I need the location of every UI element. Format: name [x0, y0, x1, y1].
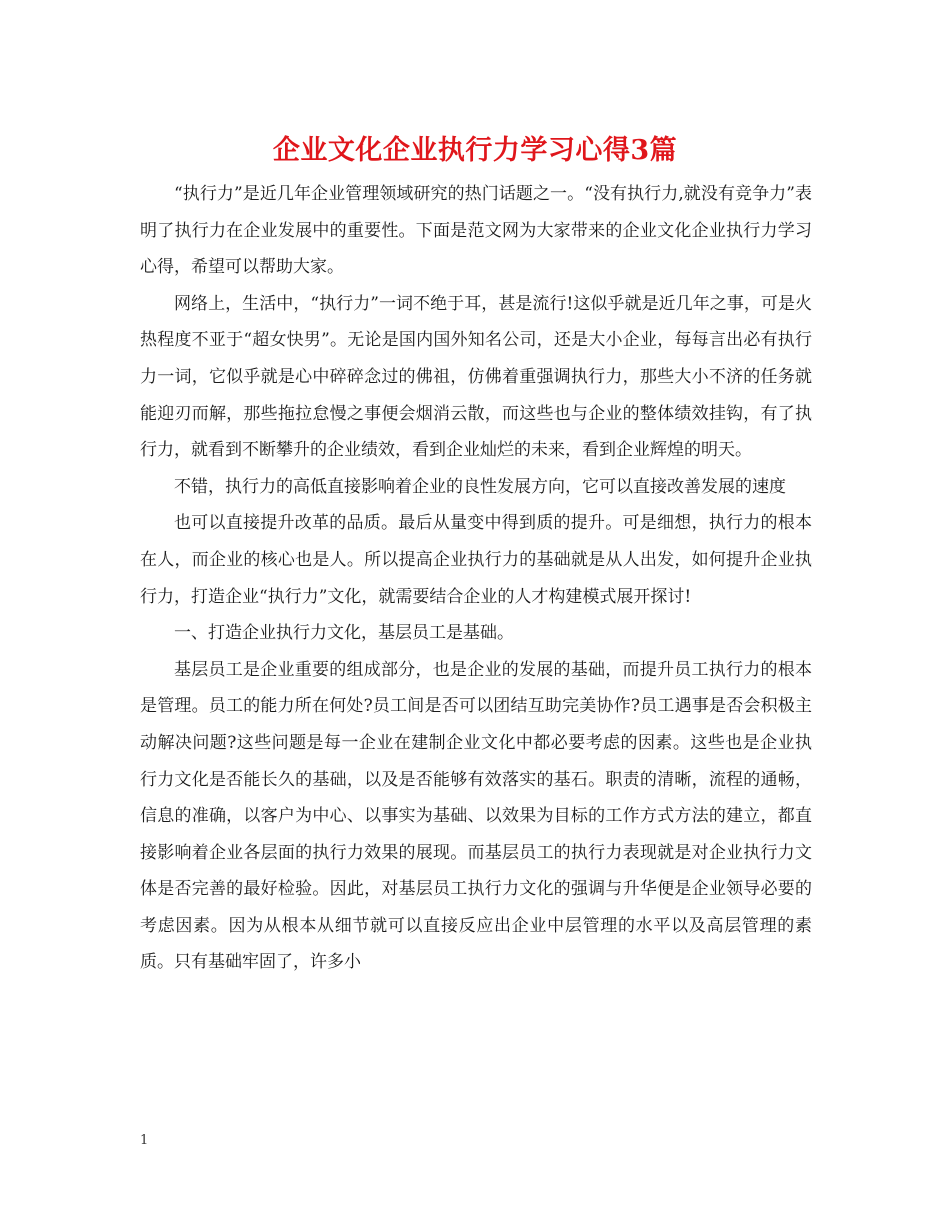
paragraph-6: 基层员工是企业重要的组成部分，也是企业的发展的基础，而提升员工执行力的根本是管理。员工的能力所在何处?员工间是否可以团结互助完美协作?员工遇事是否会积极主动解决问题?这些问题是每一企业在建制企业文化中都必要考虑的因素。这些也是企业执行力文化是否能长久的基础，以及是否能够有效落实的基石。职责的清晰，流程的通畅，信息的准确，以客户为中心、以事实为基础、以效果为目标的工作方式方法的建立，都直接影响着企业各层面的执行力效果的展现。而基层员工的执行力表现就是对企业执行力文体是否完善的最好检验。因此，对基层员工执行力文化的强调与升华便是企业领导必要的考虑因素。因为从根本从细节就可以直接反应出企业中层管理的水平以及高层管理的素质。只有基础牢固了，许多小 [140, 659, 812, 973]
paragraph-3: 不错，执行力的高低直接影响着企业的良性发展方向，它可以直接改善发展的速度 [174, 476, 786, 497]
document-body [140, 176, 812, 981]
paragraph-2: 网络上，生活中，“执行力”一词不绝于耳，甚是流行!这似乎就是近几年之事，可是火热程度不亚于“超女快男”。无论是国内国外知名公司，还是大小企业，每每言出必有执行力一词，它似乎就是心中碎碎念过的佛祖，仿佛着重强调执行力，那些大小不济的任务就能迎刃而解，那些拖拉怠慢之事便会烟消云散，而这些也与企业的整体绩效挂钩，有了执行力，就看到不断攀升的企业绩效，看到企业灿烂的未来，看到企业辉煌的明天。 [140, 293, 812, 461]
page-number: 1 [140, 1133, 149, 1148]
paragraph-1: “执行力”是近几年企业管理领域研究的热门话题之一。“没有执行力,就没有竞争力”表明了执行力在企业发展中的重要性。下面是范文网为大家带来的企业文化企业执行力学习心得，希望可以帮助大家。 [140, 184, 812, 278]
section-heading-1: 一、打造企业执行力文化，基层员工是基础。 [174, 623, 514, 644]
document-title: 企业文化企业执行力学习心得3篇 [272, 135, 678, 166]
paragraph-4: 也可以直接提升改革的品质。最后从量变中得到质的提升。可是细想，执行力的根本在人，而企业的核心也是人。所以提高企业执行力的基础就是从人出发，如何提升企业执行力，打造企业“执行力”文化，就需要结合企业的人才构建模式展开探讨! [140, 513, 812, 607]
